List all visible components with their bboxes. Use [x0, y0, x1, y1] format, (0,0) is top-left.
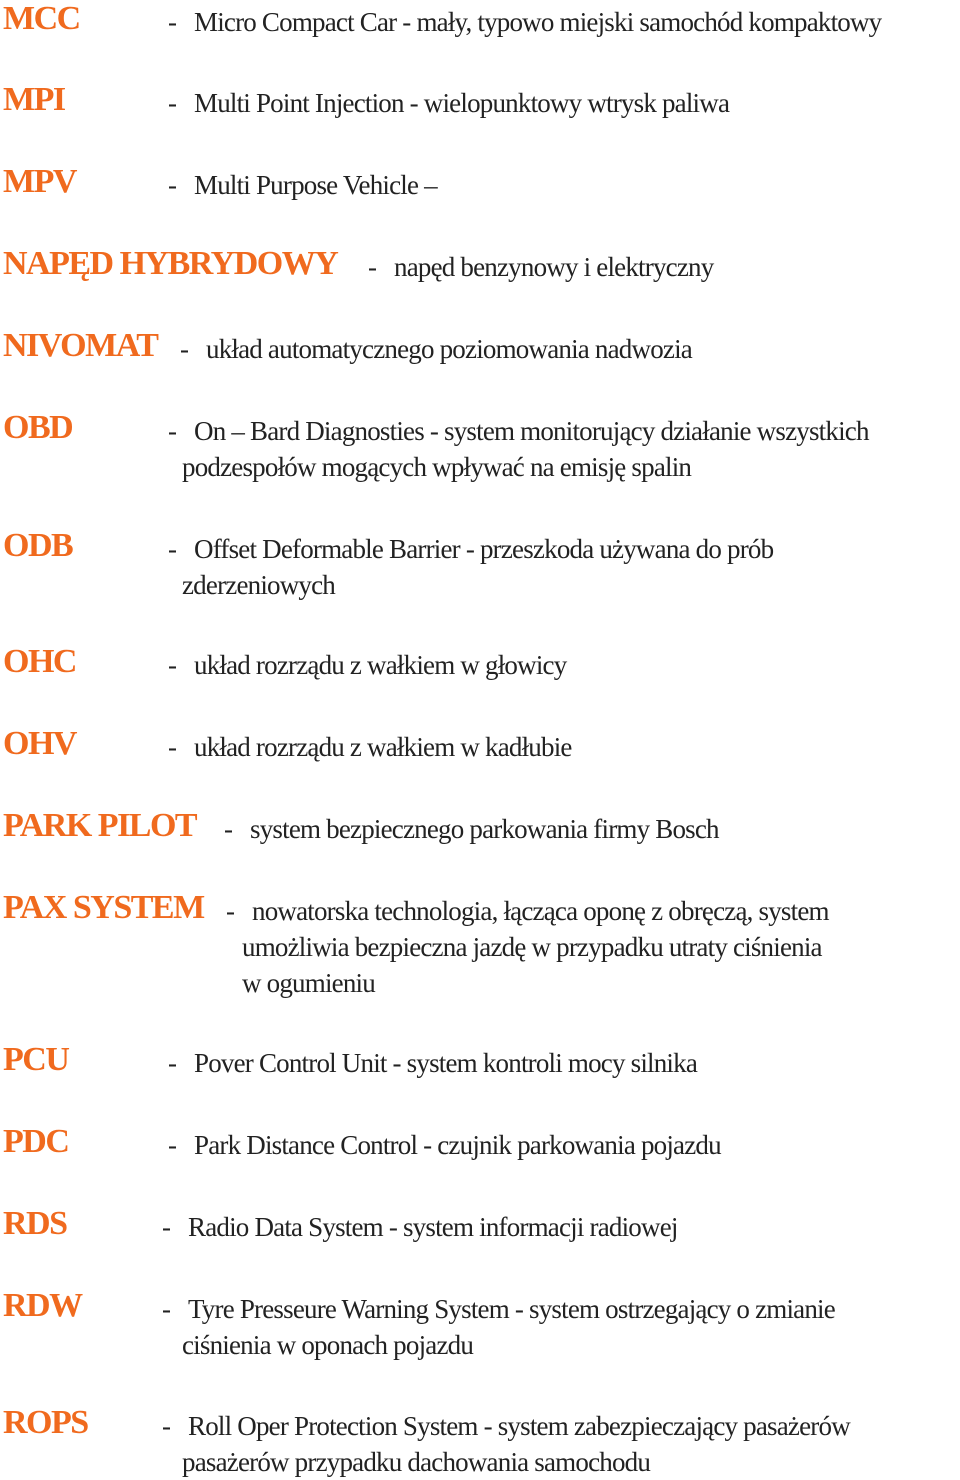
definition-line: układ rozrządu z wałkiem w głowicy [194, 650, 567, 680]
definition-dash: - [168, 650, 177, 680]
glossary-term: NAPĘD HYBRYDOWY [3, 245, 338, 282]
definition-dash: - [168, 170, 177, 200]
definition-dash: - [224, 814, 233, 844]
definition-line: pasażerów przypadku dachowania samochodu [182, 1447, 651, 1477]
glossary-term: RDW [3, 1287, 82, 1324]
definition-line: Pover Control Unit - system kontroli mocy silnika [194, 1048, 698, 1078]
glossary-term: ODB [3, 527, 73, 564]
glossary-definition [168, 531, 773, 603]
definition-line: Tyre Presseure Warning System - system ostrzegający o zmianie [188, 1294, 835, 1324]
definition-line: Offset Deformable Barrier - przeszkoda używana do prób [194, 534, 774, 564]
glossary-term: PCU [3, 1041, 69, 1078]
definition-line: napęd benzynowy i elektryczny [394, 252, 714, 282]
definition-dash: - [226, 896, 235, 926]
glossary-definition [224, 811, 719, 847]
definition-line: układ automatycznego poziomowania nadwozia [206, 334, 692, 364]
glossary-definition [168, 85, 729, 121]
definition-dash: - [162, 1294, 171, 1324]
glossary-definition [168, 1127, 721, 1163]
glossary-term: MPV [3, 163, 76, 200]
definition-line: Roll Oper Protection System - system zabezpieczający pasażerów [188, 1411, 850, 1441]
definition-line: Multi Point Injection - wielopunktowy wtrysk paliwa [194, 88, 730, 118]
glossary-term: MCC [3, 0, 80, 37]
glossary-definition [168, 167, 437, 203]
glossary-term: RDS [3, 1205, 67, 1242]
definition-dash: - [368, 252, 377, 282]
glossary-term: ROPS [3, 1404, 88, 1441]
glossary-definition [162, 1408, 850, 1480]
definition-dash: - [162, 1411, 171, 1441]
glossary-definition [226, 893, 829, 1001]
glossary-term: MPI [3, 81, 65, 118]
definition-line: nowatorska technologia, łącząca oponę z obręczą, system [252, 896, 829, 926]
definition-dash: - [162, 1212, 171, 1242]
glossary-term: PARK PILOT [3, 807, 197, 844]
glossary-term: PDC [3, 1123, 69, 1160]
definition-line: podzespołów mogących wpływać na emisję spalin [182, 452, 692, 482]
definition-line: system bezpiecznego parkowania firmy Bosch [250, 814, 719, 844]
glossary-definition [168, 647, 566, 683]
definition-line: zderzeniowych [182, 570, 336, 600]
definition-dash: - [168, 1048, 177, 1078]
glossary-term: PAX SYSTEM [3, 889, 204, 926]
glossary-term: NIVOMAT [3, 327, 158, 364]
glossary-term: OHC [3, 643, 76, 680]
definition-dash: - [168, 88, 177, 118]
glossary-definition [368, 249, 713, 285]
definition-line: Micro Compact Car - mały, typowo miejski samochód kompaktowy [194, 7, 882, 37]
glossary-definition [168, 4, 881, 40]
glossary-definition [162, 1291, 835, 1363]
glossary-definition [168, 1045, 697, 1081]
definition-line: Radio Data System - system informacji radiowej [188, 1212, 678, 1242]
definition-line: On – Bard Diagnosties - system monitorujący działanie wszystkich [194, 416, 869, 446]
glossary-term: OBD [3, 409, 73, 446]
definition-line: umożliwia bezpieczna jazdę w przypadku utraty ciśnienia [242, 932, 822, 962]
definition-line: ciśnienia w oponach pojazdu [182, 1330, 474, 1360]
definition-dash: - [168, 416, 177, 446]
glossary-definition [168, 729, 572, 765]
definition-dash: - [168, 732, 177, 762]
definition-line: układ rozrządu z wałkiem w kadłubie [194, 732, 572, 762]
definition-line: Multi Purpose Vehicle – [194, 170, 437, 200]
definition-line: Park Distance Control - czujnik parkowania pojazdu [194, 1130, 721, 1160]
glossary-definition [180, 331, 692, 367]
glossary-definition [168, 413, 869, 485]
definition-line: w ogumieniu [242, 968, 375, 998]
glossary-term: OHV [3, 725, 76, 762]
definition-dash: - [168, 7, 177, 37]
definition-dash: - [168, 1130, 177, 1160]
definition-dash: - [180, 334, 189, 364]
definition-dash: - [168, 534, 177, 564]
glossary-definition [162, 1209, 678, 1245]
